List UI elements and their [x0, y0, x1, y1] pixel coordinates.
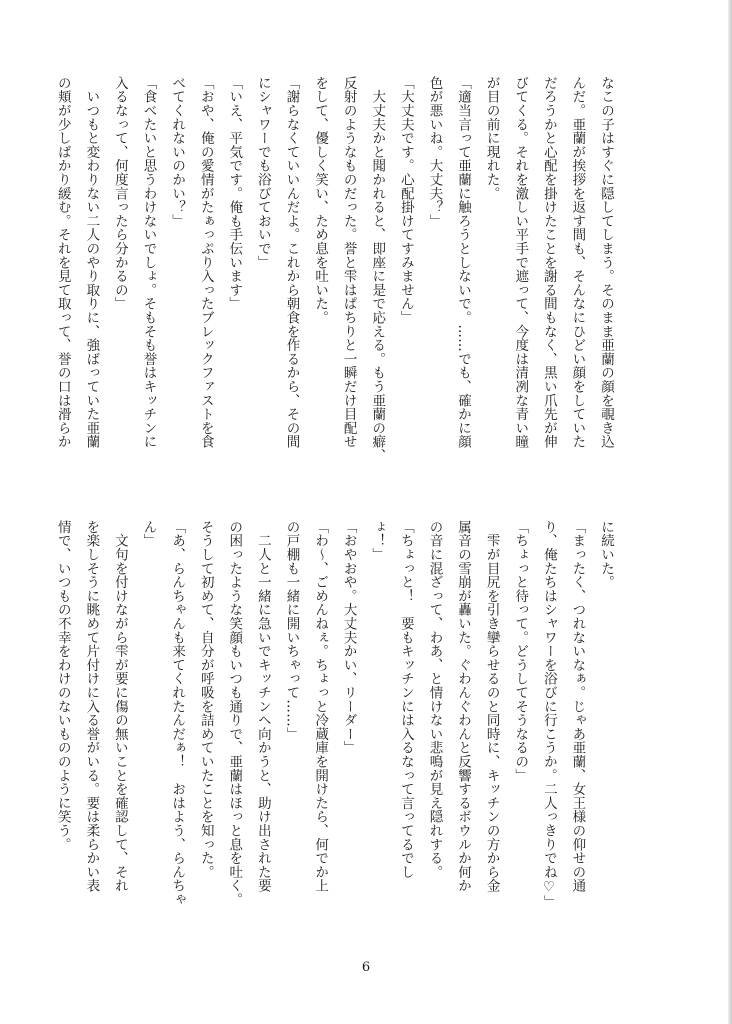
text-line: り、俺たちはシャワーを浴びに行こうか。二人っきりでね♡」 [540, 520, 557, 909]
text-line: 「わ〜、ごめんねぇ。ちょっと冷蔵庫を開けたら、何でか上 [312, 520, 329, 893]
text-block-bottom [54, 520, 620, 940]
text-line: いつもと変わりない二人のやり取りに、強ばっていた亜蘭 [83, 76, 100, 449]
text-line: 「食べたいと思うわけないでしょ。そもそも誉はキッチンに [140, 76, 157, 449]
text-line: を楽しそうに眺めて片付けに入る誉がいる。要は柔らかい表 [83, 520, 100, 893]
text-block-top [54, 76, 620, 496]
text-line: べてくれないのかい？」 [169, 76, 186, 228]
page-number: 6 [361, 960, 371, 975]
text-line: 文句を付けながら雫が要に傷の無いことを確認して、それ [111, 520, 128, 893]
page-edge [728, 0, 732, 1024]
text-line: 属音の雪崩が轟いた。ぐわんぐわんと反響するボウルか何か [455, 520, 472, 893]
text-line: 入るなって、何度言ったら分かるの」 [111, 76, 128, 311]
text-line: 「おや、俺の愛情がたぁっぷり入ったブレックファストを食 [197, 76, 214, 449]
text-line: にシャワーでも浴びておいで」 [254, 76, 271, 270]
text-line: 「ちょっと！ 要もキッチンには入るなって言ってるでし [397, 520, 414, 879]
text-line: の戸棚も一緒に開いちゃって……」 [283, 520, 300, 741]
text-line: 「あ、らんちゃんも来てくれたんだぁ！ おはよう、らんちゃ [169, 520, 186, 907]
text-line: ょ！」 [369, 520, 386, 562]
text-line: 大丈夫かと聞かれると、即座に是で応える。もう亜蘭の癖、 [369, 76, 386, 463]
text-line: 「適当言って亜蘭に触ろうとしないで。……でも、確かに顔 [455, 76, 472, 449]
text-line: 「まったく、つれないなぁ。じゃあ亜蘭、女王様の仰せの通 [569, 520, 586, 893]
text-line: 雫が目尻を引き攣らせるのと同時に、キッチンの方から金 [483, 520, 500, 893]
text-line: 反射のようなものだった。誉と雫はぱちりと一瞬だけ目配せ [340, 76, 357, 449]
text-line: をして、優しく笑い、ため息を吐いた。 [312, 76, 329, 325]
text-line: びてくる。それを激しい平手で遮って、今度は清冽な青い瞳 [512, 76, 529, 449]
text-line: の困ったような笑顔もいつも通りで、亜蘭はほっと息を吐く。 [226, 520, 243, 907]
text-line: 二人と一緒に急いでキッチンへ向かうと、助け出された要 [254, 520, 271, 893]
text-line: の音に混ざって、わあ、と情けない悲鳴が見え隠れする。 [426, 520, 443, 879]
text-line: 「いえ、平気です。俺も手伝います」 [226, 76, 243, 311]
text-line: 「大丈夫です。心配掛けてすみません」 [397, 76, 414, 325]
text-line: 「謝らなくていいんだよ。これから朝食を作るから、その間 [283, 76, 300, 449]
text-line: ん」 [140, 520, 157, 548]
text-line: 情で、いつもの不幸をわけのないもののように笑う。 [54, 520, 71, 852]
text-line: そうして初めて、自分が呼吸を詰めていたことを知った。 [197, 520, 214, 879]
text-line: なこの子はすぐに隠してしまう。そのまま亜蘭の顔を覗き込 [598, 76, 614, 449]
text-line: んだ。亜蘭が挨拶を返す間も、そんなにひどい顔をしていた [569, 76, 586, 449]
text-line: だろうかと心配を掛けたことを謝る間もなく、黒い爪先が伸 [540, 76, 557, 449]
text-line: 「おやおや。大丈夫かい、リーダー」 [340, 520, 357, 755]
text-line: に続いた。 [598, 520, 614, 589]
text-line: が目の前に現れた。 [483, 76, 500, 201]
text-line: の頬が少しばかり緩む。それを見て取って、誉の口は滑らか [54, 76, 71, 449]
text-line: 「ちょっと待って。どうしてそうなるの」 [512, 520, 529, 783]
text-line: 色が悪いね。大丈夫？」 [426, 76, 443, 228]
